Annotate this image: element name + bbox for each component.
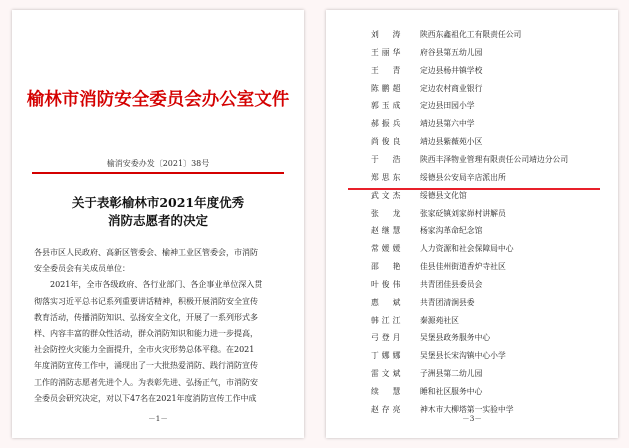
page-number: －3－ — [462, 414, 482, 423]
honoree-organization: 陕西丰泽物业管理有限责任公司靖边分公司 — [420, 154, 569, 164]
body-line: 全委员会研究决定，对以下47名在2021年度消防宣传工作中成 — [34, 393, 257, 403]
honoree-organization: 府谷县第五幼儿园 — [420, 47, 483, 57]
honoree-name: 弓登月 — [371, 333, 404, 343]
header-divider — [32, 172, 284, 174]
body-line: 年度消防宣传工作中，涌现出了一大批热爱消防、践行消防宣传 — [34, 361, 258, 371]
honoree-organization: 共青团佳县委员会 — [420, 279, 483, 289]
honoree-organization: 杨家沟革命纪念馆 — [420, 226, 483, 236]
document-title-line2: 消防志愿者的决定 — [107, 213, 208, 228]
honoree-organization: 张家砭镇刘家峁村讲解员 — [420, 208, 506, 218]
honoree-name: 赵继慧 — [371, 226, 404, 236]
honoree-organization: 人力资源和社会保障局中心 — [420, 244, 514, 254]
body-line: 教育活动，传播消防知识、弘扬安全文化，开展了一系列形式多 — [34, 312, 258, 322]
body-line: 各县市区人民政府、高新区管委会、榆神工业区管委会，市消防 — [34, 248, 258, 257]
honoree-name: 郝振兵 — [371, 119, 404, 129]
honoree-name: 张 龙 — [371, 208, 404, 218]
honoree-organization: 绥德县公安局辛店派出所 — [420, 172, 506, 182]
body-line: 样、内容丰富的群众性活动，群众消防知识和能力进一步提高， — [34, 329, 258, 338]
honoree-name: 续 慧 — [371, 387, 404, 396]
honoree-organization: 陕西东鑫祖化工有限责任公司 — [420, 30, 522, 39]
honoree-organization: 靖边县第六中学 — [420, 119, 475, 129]
honoree-name: 叶俊伟 — [371, 279, 404, 289]
honoree-organization: 神木市大柳塔第一实验中学 — [420, 404, 514, 414]
honoree-organization: 吴堡县政务服务中心 — [420, 333, 491, 343]
document-page-3 — [326, 10, 618, 438]
honoree-name: 陈鹏超 — [371, 83, 404, 93]
honoree-organization: 吴堡县长宋沟镇中心小学 — [420, 351, 506, 361]
body-line: 2021年，全市各级政府、各行业部门、各企事业单位深入贯 — [34, 280, 263, 290]
honoree-name: 王丽华 — [371, 47, 404, 57]
honoree-name: 武文杰 — [371, 190, 404, 200]
document-title-line1: 关于表彰榆林市2021年度优秀 — [71, 195, 245, 210]
honoree-name: 郭玉成 — [371, 101, 404, 111]
honoree-name: 雷文斌 — [371, 369, 404, 379]
honoree-name: 惠 斌 — [371, 297, 404, 307]
honoree-organization: 佳县佳州街道香炉寺社区 — [420, 262, 506, 272]
honoree-organization: 定边农村商业银行 — [420, 83, 483, 93]
honoree-name: 丁娜娜 — [371, 351, 404, 361]
honoree-name: 赵存亮 — [371, 404, 404, 414]
honoree-name: 于 浩 — [371, 154, 404, 164]
honoree-organization: 绥德县文化馆 — [420, 190, 467, 200]
body-line: 工作的消防志愿者先进个人。为表彰先进、弘扬正气，市消防安 — [34, 377, 258, 387]
honoree-name: 王 青 — [371, 65, 404, 75]
honoree-organization: 定边县田园小学 — [420, 101, 475, 111]
honoree-organization: 子洲县第二幼儿园 — [420, 369, 483, 379]
honoree-name: 尚俊良 — [371, 137, 404, 147]
honoree-name: 常媛媛 — [371, 244, 404, 254]
body-line: 安全委员会有关成员单位： — [34, 264, 130, 274]
honoree-organization: 定边县杨井镇学校 — [420, 65, 483, 75]
body-line: 彻落实习近平总书记系列重要讲话精神，积极开展消防安全宣传 — [34, 296, 258, 306]
honoree-organization: 共青团清涧县委 — [420, 297, 475, 307]
honoree-name: 邵 艳 — [371, 262, 404, 272]
document-number: 榆消安委办发〔2021〕38号 — [106, 159, 210, 168]
document-page-1 — [12, 10, 304, 438]
honoree-organization: 秦源苑社区 — [420, 315, 459, 325]
highlight-underline — [348, 188, 600, 190]
honoree-organization: 睡和社区服务中心 — [420, 387, 483, 396]
honoree-name: 韩江江 — [371, 315, 404, 325]
document-header: 榆林市消防安全委员会办公室文件 — [26, 90, 290, 110]
honoree-name: 郑思东 — [371, 172, 404, 182]
honoree-name: 刘 涛 — [371, 30, 404, 39]
body-line: 社会防控火灾能力全面提升，全市火灾形势总体平稳。在2021 — [34, 345, 255, 355]
honoree-organization: 靖边县紫薇苑小区 — [420, 137, 483, 147]
page-number: －1－ — [148, 414, 168, 423]
